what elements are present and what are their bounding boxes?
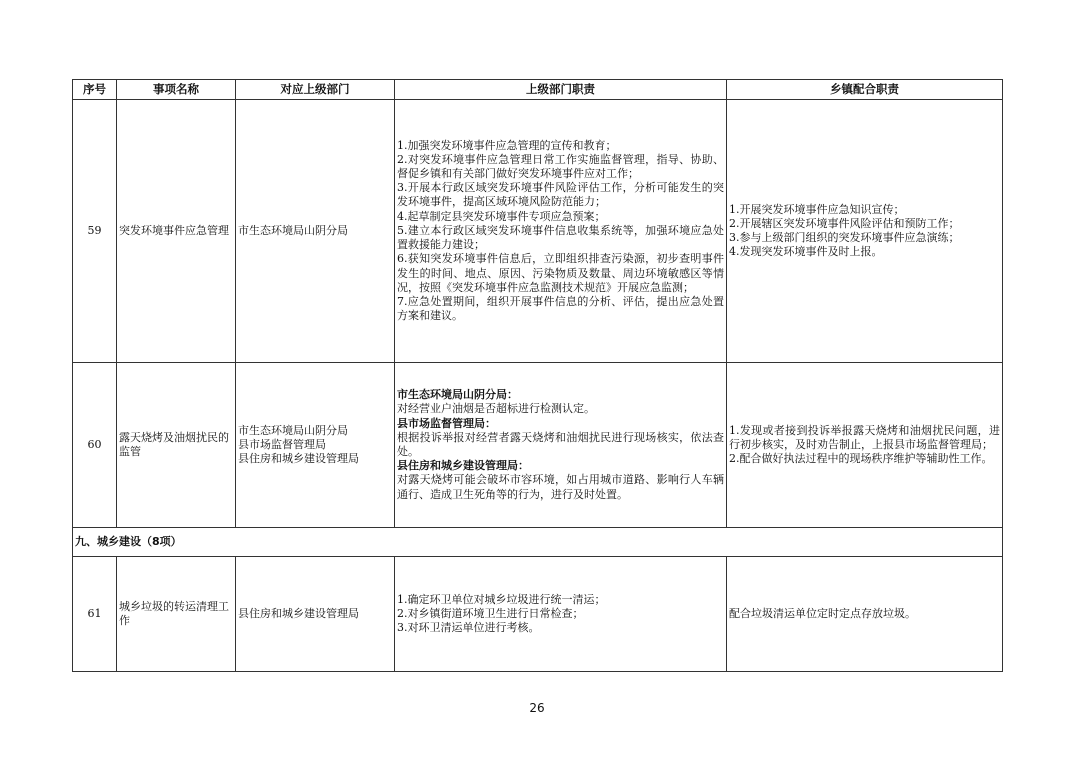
duty-line: 6.获知突发环境事件信息后，立即组织排查污染源，初步查明事件发生的时间、地点、原因、污染物质及数量、周边环境敏感区等情况，按照《突发环境事件应急监测技术规范》开展应急监测； [397,252,724,294]
cooperation-cell [727,363,1003,528]
responsibility-table [72,79,1003,672]
duty-line: 1.加强突发环境事件应急管理的宣传和教育； [397,138,617,152]
department-cell [236,557,395,672]
duty-line: 1.确定环卫单位对城乡垃圾进行统一清运； [397,592,606,606]
cooperation-line: 3.参与上级部门组织的突发环境事件应急演练； [729,231,960,244]
header-duty: 上级部门职责 [395,80,727,100]
duty-group-heading: 县市场监督管理局： [397,416,496,430]
header-coop: 乡镇配合职责 [727,80,1003,100]
duty-line: 3.开展本行政区域突发环境事件风险评估工作，分析可能发生的突发环境事件，提高区域环境风险防范能力； [397,181,724,209]
department-line: 市生态环境局山阴分局 [238,423,348,437]
duty-line: 对经营业户油烟是否超标进行检测认定。 [397,402,595,416]
section-title: 九、城乡建设（8项） [73,528,1003,557]
duty-line: 2.对乡镇街道环境卫生进行日常检查； [397,606,584,620]
duty-cell [395,557,727,672]
cooperation-line: 4.发现突发环境事件及时上报。 [729,245,883,259]
cooperation-line: 1.发现或者接到投诉举报露天烧烤和油烟扰民问题，进行初步核实，及时劝告制止，上报县市场监督管理局； [729,423,1000,451]
table-row [73,363,1003,528]
section-row [73,528,1003,557]
department-cell [236,100,395,363]
duty-line: 7.应急处置期间，组织开展事件信息的分析、评估，提出应急处置方案和建议。 [397,294,724,323]
duty-cell [395,363,727,528]
duty-group-heading: 市生态环境局山阴分局： [397,388,518,402]
department-line: 县市场监督管理局 [238,437,326,451]
table-row [73,557,1003,672]
header-row [73,80,1003,100]
table-row [73,100,1003,363]
row-number: 60 [73,363,117,528]
cooperation-line: 配合垃圾清运单位定时定点存放垃圾。 [729,606,916,620]
duty-line: 5.建立本行政区域突发环境事件信息收集系统等，加强环境应急处置救援能力建设； [397,223,724,252]
duty-line: 根据投诉举报对经营者露天烧烤和油烟扰民进行现场核实，依法查处。 [397,430,724,458]
header-dept: 对应上级部门 [236,80,395,100]
item-name: 城乡垃圾的转运清理工作 [117,557,236,672]
item-name: 突发环境事件应急管理 [117,100,236,363]
duty-line: 4.起草制定县突发环境事件专项应急预案； [397,209,606,223]
cooperation-line: 1.开展突发环境事件应急知识宣传； [729,202,905,216]
department-line: 县住房和城乡建设管理局 [238,452,359,466]
duty-line: 对露天烧烤可能会破坏市容环境，如占用城市道路、影响行人车辆通行、造成卫生死角等的行为，进行及时处置。 [397,473,724,501]
duty-line: 2.对突发环境事件应急管理日常工作实施监督管理，指导、协助、督促乡镇和有关部门做好突发环境事件应对工作； [397,152,724,181]
department-line: 市生态环境局山阴分局 [238,223,348,237]
header-no: 序号 [73,80,117,100]
duty-line: 3.对环卫清运单位进行考核。 [397,621,540,635]
department-line: 县住房和城乡建设管理局 [238,606,359,620]
duty-cell [395,100,727,363]
row-number: 61 [73,557,117,672]
header-name: 事项名称 [117,80,236,100]
cooperation-line: 2.配合做好执法过程中的现场秩序维护等辅助性工作。 [729,452,993,466]
cooperation-line: 2.开展辖区突发环境事件风险评估和预防工作； [729,216,960,230]
cooperation-cell [727,557,1003,672]
row-number: 59 [73,100,117,363]
cooperation-cell [727,100,1003,363]
page-number: 26 [529,701,545,715]
duty-group-heading: 县住房和城乡建设管理局： [397,459,529,473]
department-cell [236,363,395,528]
item-name: 露天烧烤及油烟扰民的监管 [117,363,236,528]
